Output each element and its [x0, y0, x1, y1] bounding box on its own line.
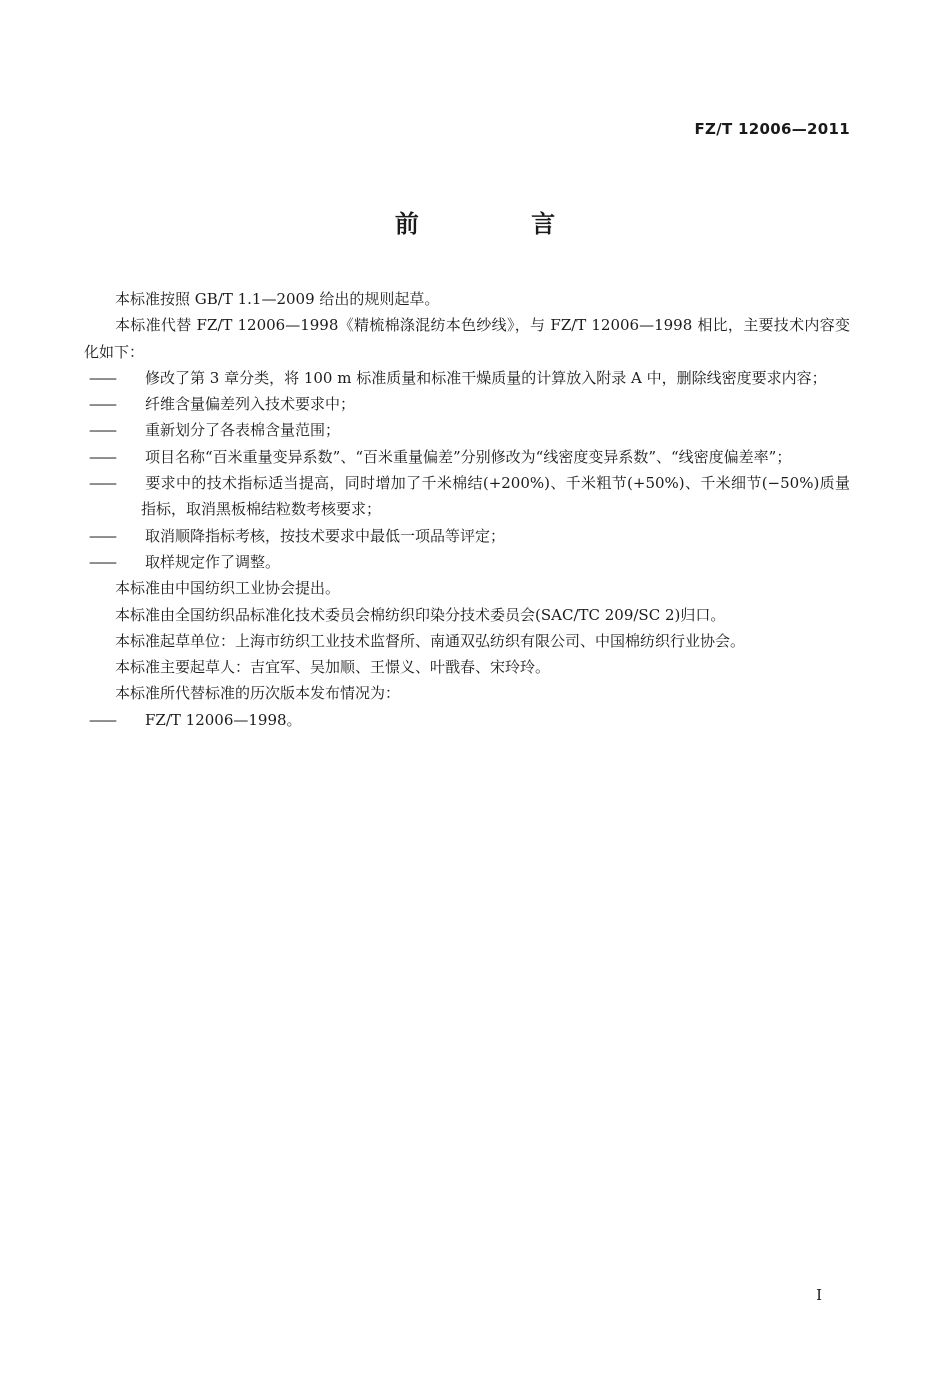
change-item-text: 取样规定作了调整。 [145, 552, 281, 571]
history-item-text: FZ/T 12006—1998。 [145, 710, 302, 729]
change-item [84, 444, 850, 470]
paragraph-drafting-units: 本标准起草单位：上海市纺织工业技术监督所、南通双弘纺织有限公司、中国棉纺织行业协会。 [115, 631, 746, 650]
change-item [84, 470, 850, 523]
dash-marker: —— [89, 395, 115, 414]
change-item [84, 549, 850, 575]
dash-marker: —— [89, 368, 115, 387]
paragraph-proposer: 本标准由中国纺织工业协会提出。 [115, 579, 341, 598]
change-item-text: 修改了第 3 章分类，将 100 m 标准质量和标准干燥质量的计算放入附录 A 中，删除线密度要求内容； [145, 368, 827, 387]
change-item-text: 要求中的技术指标适当提高，同时增加了千米棉结(+200%)、千米粗节(+50%)、千米细节(−50%)质量指标，取消黑板棉结粒数考核要求； [141, 474, 850, 519]
dash-marker: —— [89, 447, 115, 466]
page-title: 前 言 [394, 210, 608, 238]
change-item [84, 523, 850, 549]
change-item-text: 取消顺降指标考核，按技术要求中最低一项品等评定； [145, 526, 506, 545]
paragraph-replacement: 本标准代替 FZ/T 12006—1998《精梳棉涤混纺本色纱线》，与 FZ/T 12006—1998 相比，主要技术内容变化如下： [84, 316, 850, 361]
dash-marker: —— [89, 526, 115, 545]
change-item [84, 417, 850, 443]
paragraph-drafting-rules: 本标准按照 GB/T 1.1—2009 给出的规则起草。 [115, 290, 440, 308]
dash-marker: —— [89, 421, 115, 440]
dash-marker: —— [89, 474, 115, 493]
change-item-text: 项目名称“百米重量变异系数”、“百米重量偏差”分别修改为“线密度变异系数”、“线密度偏差率”； [145, 447, 792, 466]
paragraph-responsible-committee: 本标准由全国纺织品标准化技术委员会棉纺织印染分技术委员会(SAC/TC 209/SC 2)归口。 [115, 605, 726, 624]
dash-marker: —— [89, 552, 115, 571]
standard-code: FZ/T 12006—2011 [694, 120, 850, 138]
change-item-text: 重新划分了各表棉含量范围； [145, 421, 341, 440]
page-number: I [816, 1286, 822, 1304]
paragraph-history: 本标准所代替标准的历次版本发布情况为： [115, 684, 401, 703]
dash-marker: —— [89, 710, 115, 729]
change-item [84, 391, 850, 417]
change-item [84, 365, 850, 391]
history-item [84, 707, 850, 733]
paragraph-drafters: 本标准主要起草人：吉宜军、吴加顺、王憬义、叶戬春、宋玲玲。 [115, 658, 551, 677]
foreword-body [84, 286, 850, 733]
change-item-text: 纤维含量偏差列入技术要求中； [145, 395, 356, 414]
